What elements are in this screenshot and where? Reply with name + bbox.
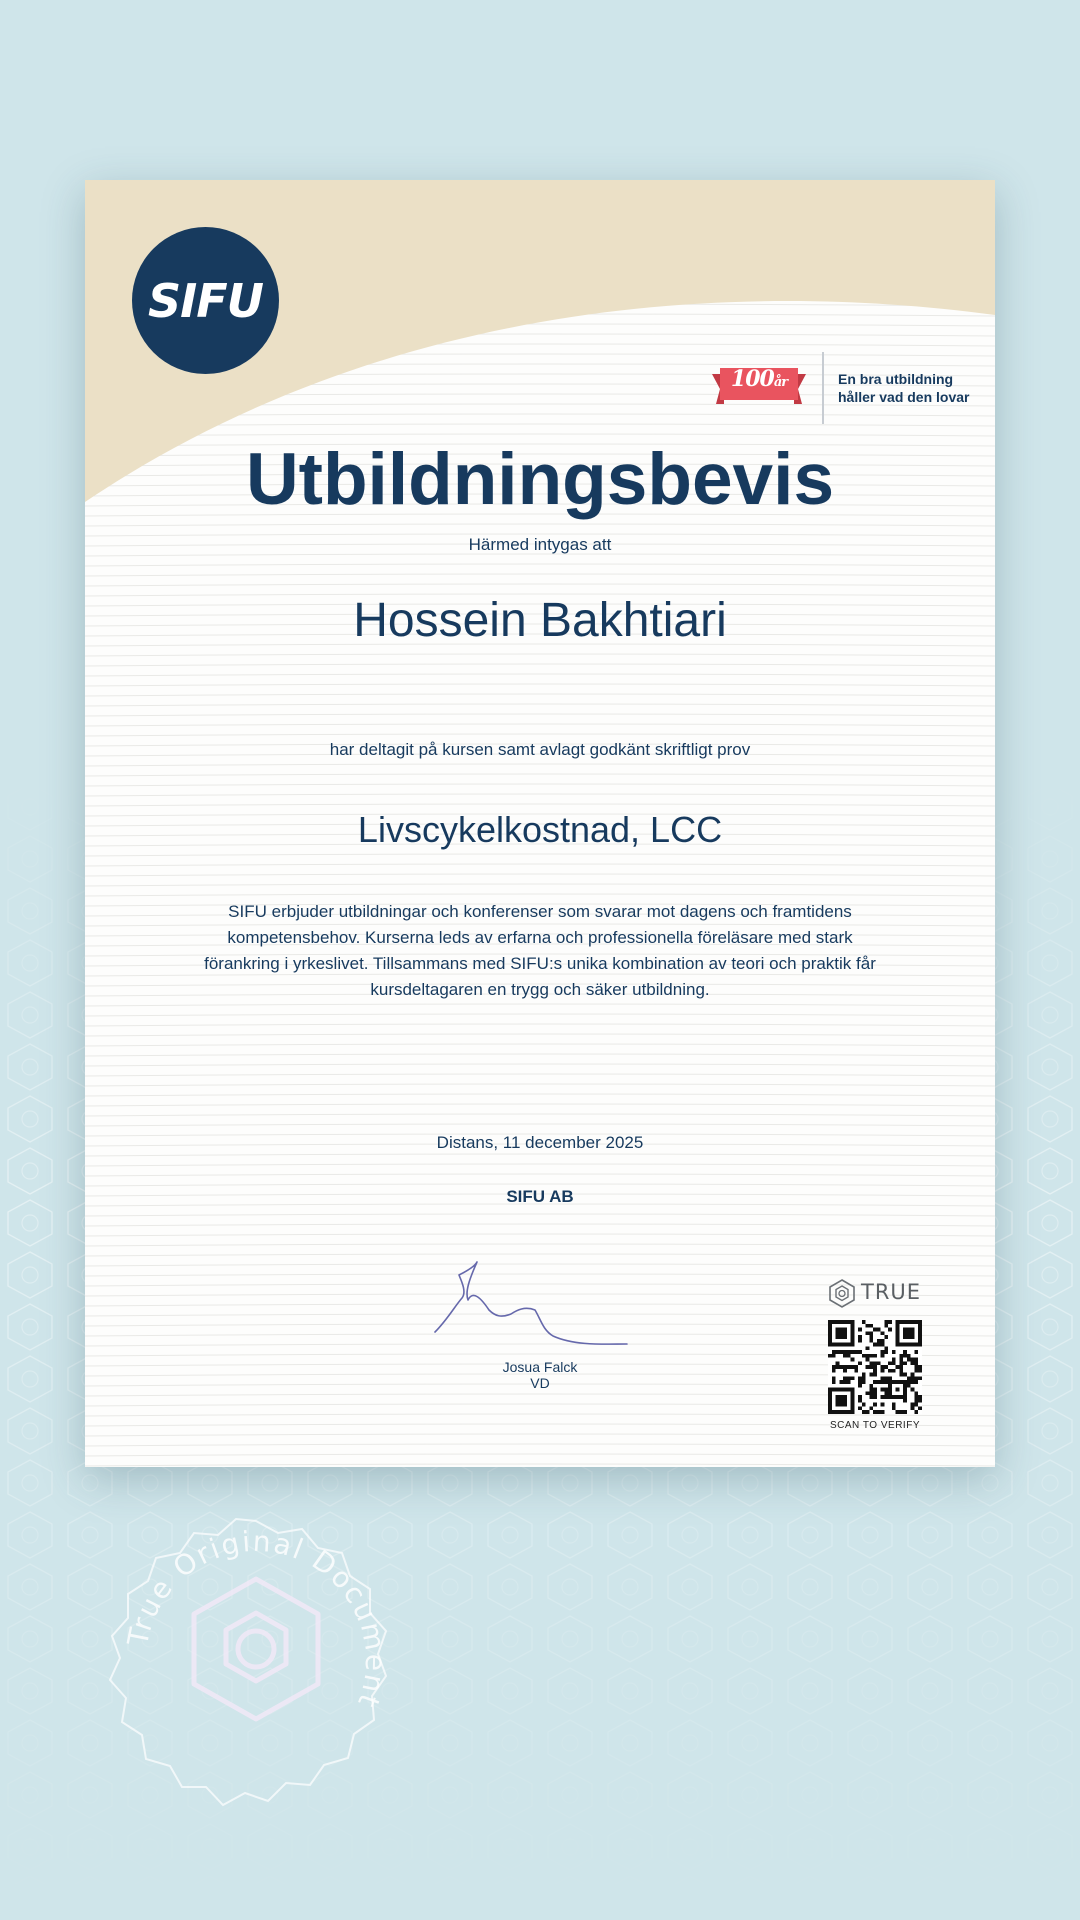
seal-text: True Original Document (121, 1524, 393, 1714)
badge-tagline: En bra utbildning håller vad den lovar (838, 371, 970, 405)
svg-text:True Original Document (121, 1525, 392, 1714)
certificate (85, 180, 995, 1467)
course-name: Livscykelkostnad, LCC (357, 809, 723, 850)
description-text: SIFU erbjuder utbildningar och konferenser som svarar mot dagens och framtidens kompetensbehov. Kurserna leds av erfarna och professionella föreläsare med stark förankring i yrkeslivet. Tillsammans med SIFU:s unika kombination av teori och praktik får kursdeltagaren en trygg och säker utbildning. (204, 902, 876, 999)
sifu-logo (132, 227, 279, 374)
seal-outline (110, 1519, 386, 1805)
anniversary-badge (712, 352, 987, 424)
true-brand-text: TRUE (861, 1280, 922, 1304)
participation-text: har deltagit på kursen samt avlagt godkänt skriftligt prov (329, 740, 751, 759)
intro-text: Härmed intygas att (468, 535, 612, 554)
true-hexagon-icon (827, 1278, 857, 1308)
verification-qr-code[interactable] (828, 1320, 922, 1414)
place-date: Distans, 11 december 2025 (436, 1133, 644, 1152)
seal-hexagon-icon (194, 1579, 318, 1719)
scan-to-verify-label: SCAN TO VERIFY (830, 1420, 920, 1431)
true-brand (827, 1278, 927, 1310)
badge-divider (822, 352, 824, 424)
signature-image (425, 1240, 645, 1350)
signer-name: Josua Falck (502, 1359, 578, 1375)
company-name: SIFU AB (506, 1187, 574, 1206)
signer-title: VD (530, 1375, 550, 1391)
recipient-name: Hossein Bakhtiari (353, 594, 727, 647)
true-original-document-seal (88, 1493, 424, 1829)
logo-text: SIFU (147, 273, 264, 328)
ribbon-text: 100år (730, 366, 788, 392)
certificate-title: Utbildningsbevis (245, 439, 835, 520)
